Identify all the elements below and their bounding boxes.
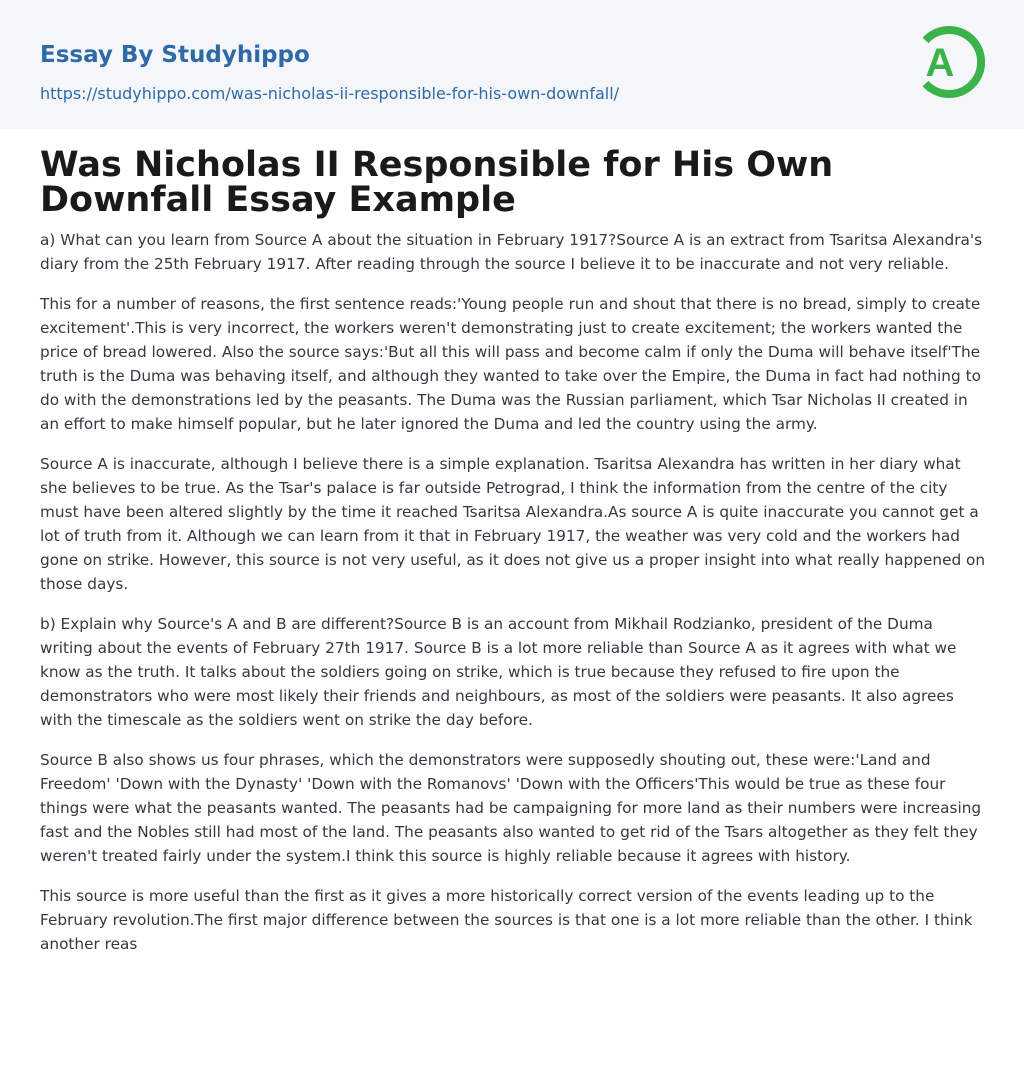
page-title: Was Nicholas II Responsible for His Own Downfall Essay Example	[40, 145, 834, 220]
essay-paragraph: This for a number of reasons, the first sentence reads:'Young people run and shout that there is no bread, simply to create excitement'.This is very incorrect, the workers weren't demonstrating just to create excitement; the workers wanted the price of bread lowered. Also the source says:'But all this will pass and become calm if only the Duma will behave itself'The truth is the Duma was behaving itself, and although they wanted to take over the Empire, the Duma in fact had nothing to do with the demonstrations led by the peasants. The Duma was the Russian parliament, which Tsar Nicholas II created in an effort to make himself popular, but he later ignored the Duma and led the country using the army.	[40, 295, 981, 433]
essay-paragraph: Source B also shows us four phrases, which the demonstrators were supposedly shouting out, these were:'Land and Freedom' 'Down with the Dynasty' 'Down with the Romanovs' 'Down with the Officers'This would be true as these four things were what the peasants wanted. The peasants had be campaigning for more land as their numbers were increasing fast and the Nobles still had most of the land. The peasants also wanted to get rid of the Tsars altogether as they felt they weren't treated fairly under the system.I think this source is highly reliable because it agrees with history.	[40, 751, 982, 865]
essay-paragraph: b) Explain why Source's A and B are different?Source B is an account from Mikhail Rodzianko, president of the Duma writing about the events of February 27th 1917. Source B is a lot more reliable than Source A as it agrees with what we know as the truth. It talks about the soldiers going on strike, which is true because they refused to fire upon the demonstrators who were most likely their friends and neighbours, as most of the soldiers were peasants. It also agrees with the timescale as the soldiers went on strike the day before.	[40, 615, 957, 729]
logo-letter: A	[925, 41, 955, 85]
studyhippo-a-logo-icon[interactable]	[913, 20, 985, 104]
header-banner	[0, 0, 1024, 129]
essay-paragraph: Source A is inaccurate, although I believe there is a simple explanation. Tsaritsa Alexandra has written in her diary what she believes to be true. As the Tsar's palace is far outside Petrograd, I think the information from the centre of the city must have been altered slightly by the time it reached Tsaritsa Alexandra.As source A is quite inaccurate you cannot get a lot of truth from it. Although we can learn from it that in February 1917, the weather was very cold and the workers had gone on strike. However, this source is not very useful, as it does not give us a proper insight into what really happened on those days.	[40, 455, 986, 593]
essay-body	[40, 228, 986, 972]
essay-paragraph: a) What can you learn from Source A about the situation in February 1917?Source A is an extract from Tsaritsa Alexandra's diary from the 25th February 1917. After reading through the source I believe it to be inaccurate and not very reliable.	[40, 231, 983, 273]
essay-paragraph: This source is more useful than the first as it gives a more historically correct version of the events leading up to the February revolution.The first major difference between the sources is that one is a lot more reliable than the other. I think another reas	[40, 887, 973, 953]
source-url-link[interactable]: https://studyhippo.com/was-nicholas-ii-responsible-for-his-own-downfall/	[40, 84, 620, 103]
brand-title[interactable]: Essay By Studyhippo	[40, 42, 310, 68]
